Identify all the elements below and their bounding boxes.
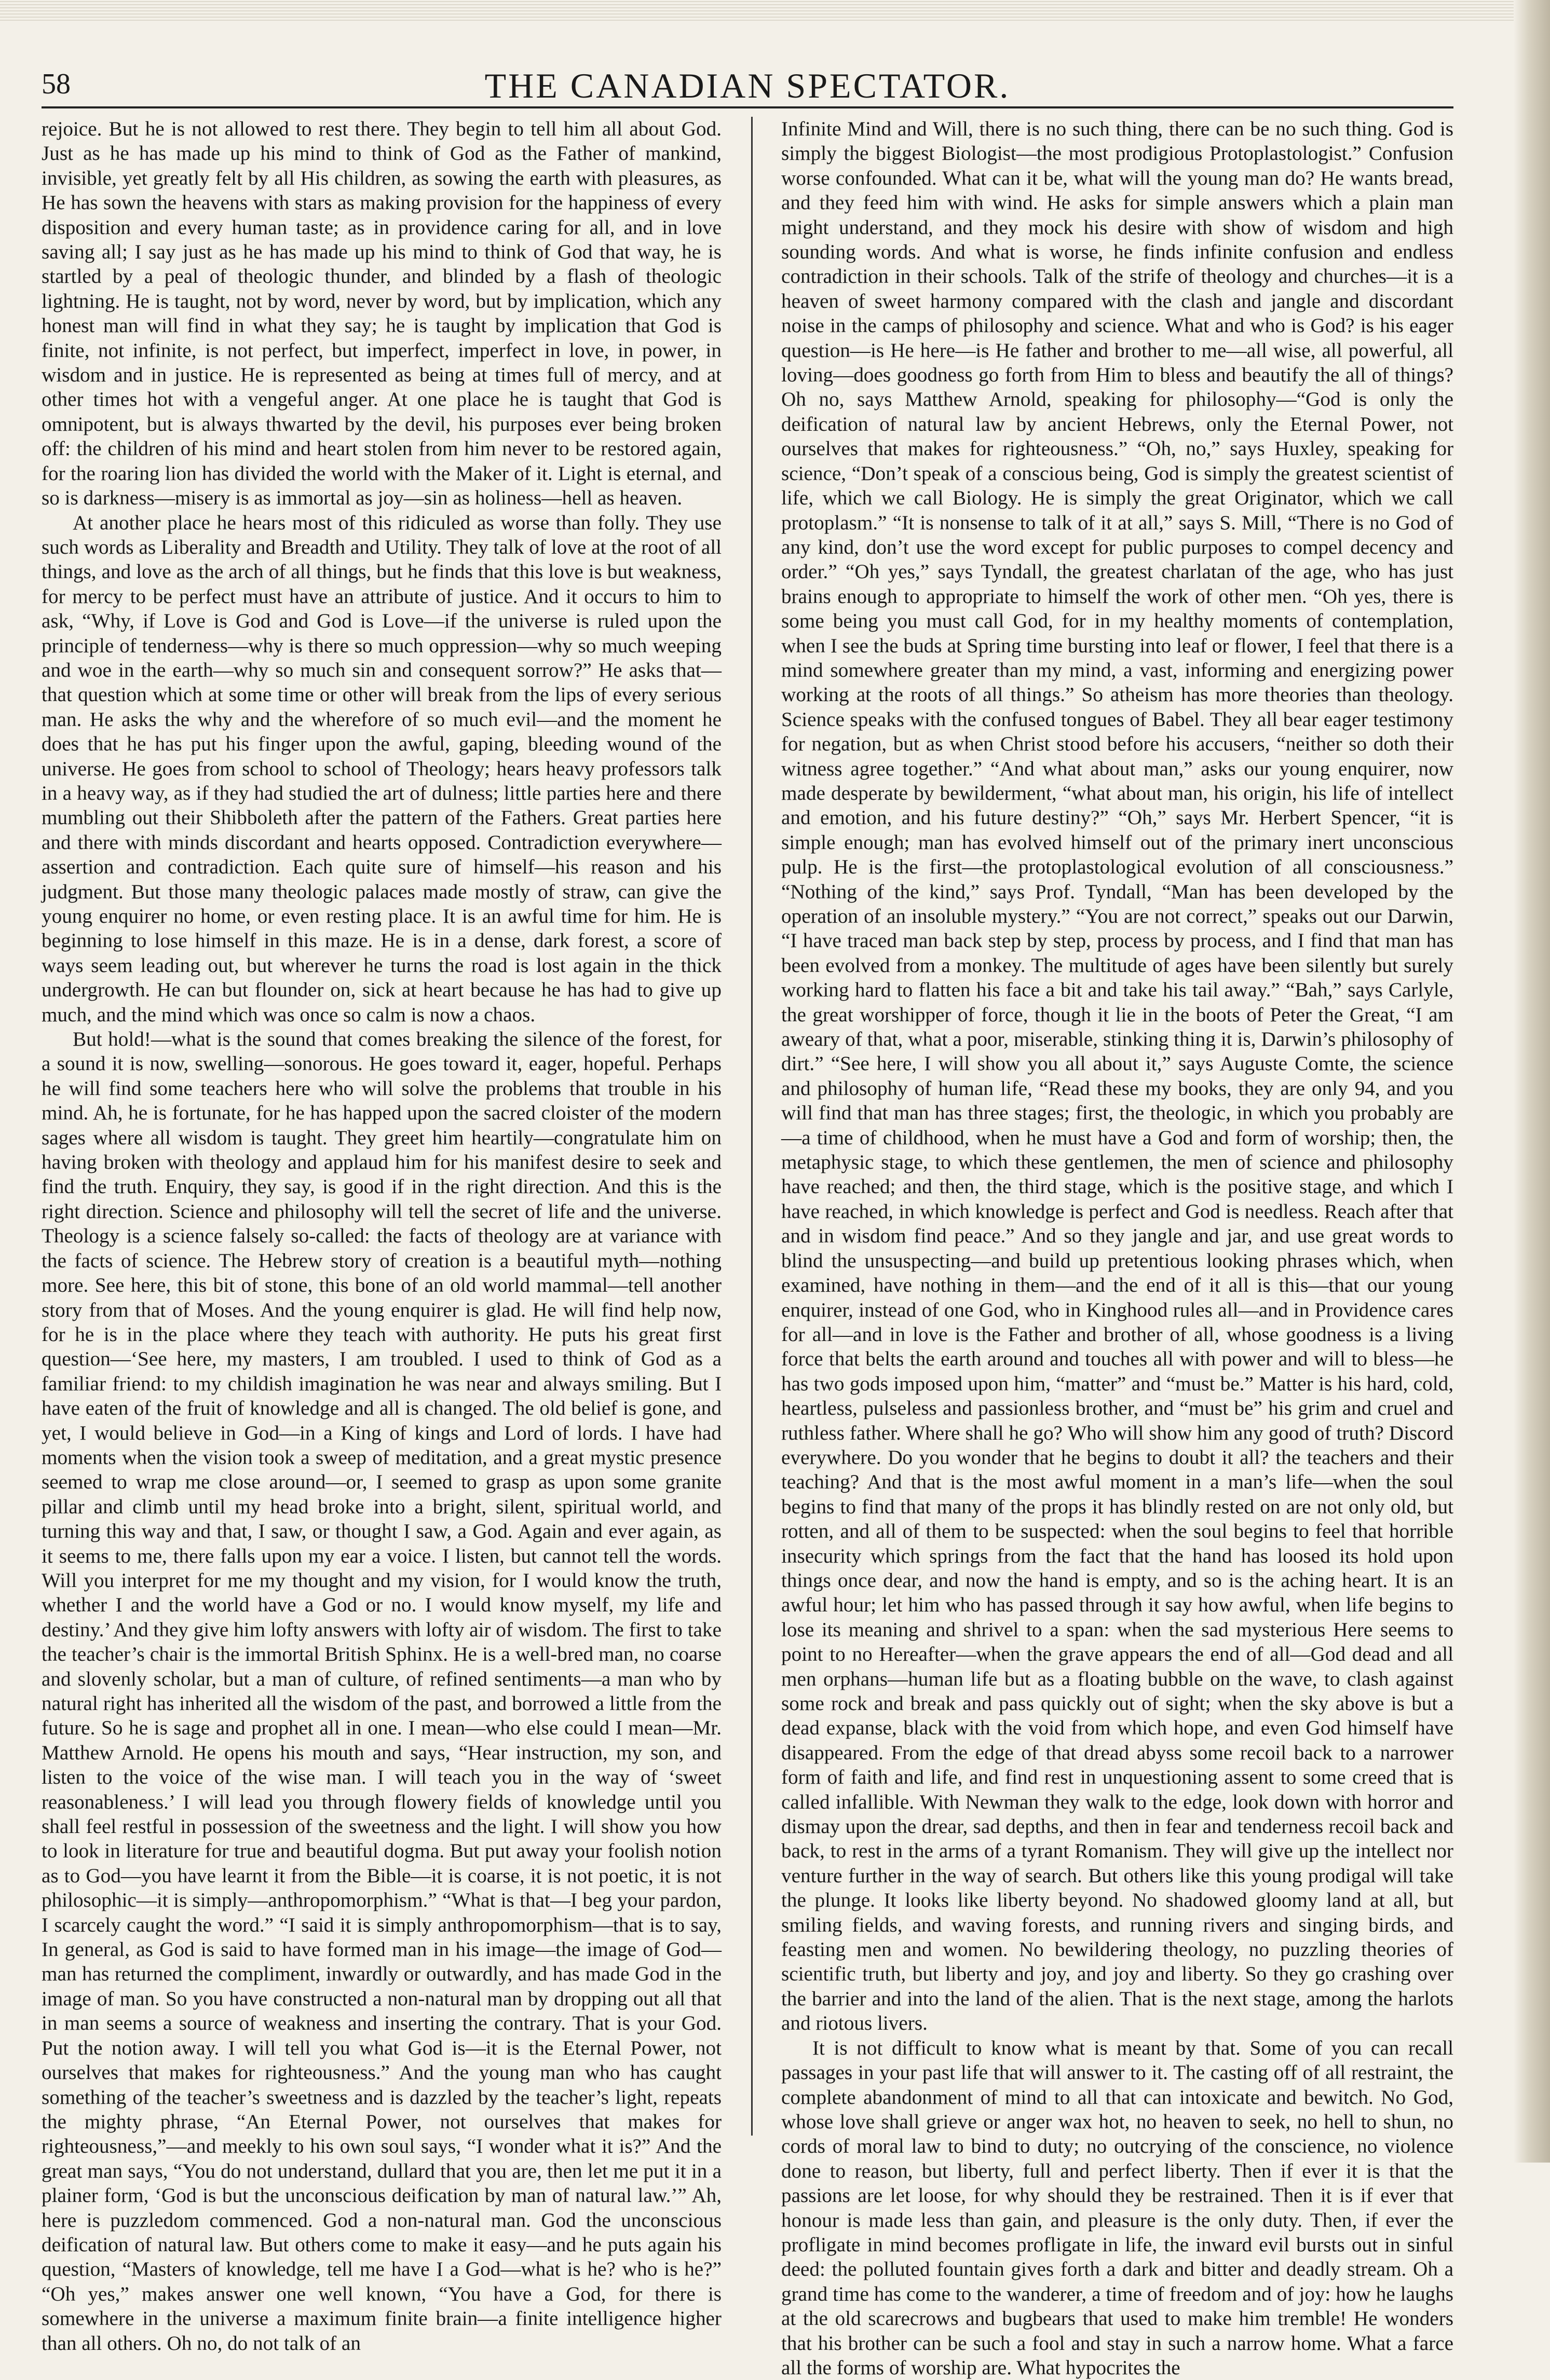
paragraph: Infinite Mind and Will, there is no such thing, there can be no such thing. God is simply the biggest Biologist—the most prodigious Protoplastologist.” Confusion worse confounded. What can it be, what will the young man do? He wants bread, and they feed him with wind. He asks for simple answers which a plain man might understand, and they mock his desire with show of wisdom and high sounding words. And what is worse, he finds infinite confusion and endless contradiction in their schools. Talk of the strife of theology and churches—it is a heaven of sweet harmony compared with the clash and jangle and discordant noise in the camps of philosophy and science. What and who is God? is his eager question—is He here—is He father and brother to me—all wise, all powerful, all loving—does goodness go forth from Him to bless and beautify the all of things? Oh no, says Matthew Arnold, speaking for philosophy—“God is only the deification of natural law by ancient Hebrews, only the Eternal Power, not ourselves that makes for righteousness.” “Oh, no,” says Huxley, speaking for science, “Don’t speak of a conscious being, God is simply the greatest scientist of life, which we call Biology. He is simply the great Originator, which we call protoplasm.” “It is nonsense to talk of it at all,” says S. Mill, “There is no God of any kind, don’t use the word except for public purposes to compel decency and order.” “Oh yes,” says Tyndall, the greatest charlatan of the age, who has just brains enough to appropriate to himself the work of other men. “Oh yes, there is some being you must call God, for in my healthy moments of contemplation, when I see the buds at Spring time bursting into leaf or flower, I feel that there is a mind somewhere greater than my mind, a vast, informing and energizing power working at the roots of all things.” So atheism has more theories than theology. Science speaks with the confused tongues of Babel. They all bear eager testimony for negation, but as when Christ stood before his accusers, “neither so doth their witness agree together.” “And what about man,” asks our young enquirer, now made desperate by bewilderment, “what about man, his origin, his life of intellect and emotion, and his future destiny?” “Oh,” says Mr. Herbert Spencer, “it is simple enough; man has evolved himself out of the primary inert unconscious pulp. He is the first—the protoplastological evolution of all consciousness.” “Nothing of the kind,” says Prof. Tyndall, “Man has been developed by the operation of an insoluble mystery.” “You are not correct,” speaks out our Darwin, “I have traced man back step by step, process by process, and I find that man has been evolved from a monkey. The multitude of ages have been silently but surely working hard to flatten his face a bit and take his tail away.” “Bah,” says Carlyle, the great worshipper of force, though it lie in the boots of Peter the Great, “I am aweary of that, what a poor, miserable, stinking thing it is, Darwin’s philosophy of dirt.” “See here, I will show you all about it,” says Auguste Comte, the science and philosophy of human life, “Read these my books, they are only 94, and you will find that man has three stages; first, the theologic, in which you probably are—a time of childhood, when he must have a God and form of worship; then, the metaphysic stage, to which these gentlemen, the men of science and philosophy have reached; and then, the third stage, which is the positive stage, and which I have reached, in which knowledge is perfect and God is needless. Reach after that and in wisdom find peace.” And so they jangle and jar, and use great words to blind the unsuspecting—and build up pretentious looking phrases which, when examined, have nothing in them—and the end of it all is this—that our young enquirer, instead of one God, who in Kinghood rules all—and in Providence cares for all—and in love is the Father and brother of all, whose goodness is a living force that belts the earth around and touches all with power and will to bless—he has two gods imposed upon him, “matter” and “must be.” Matter is his hard, cold, heartless, pulseless and passionless brother, and “must be” his grim and cruel and ruthless father. Where shall he go? Who will show him any good of truth? Discord everywhere. Do you wonder that he begins to doubt it all? the teachers and their teaching? And that is the most awful moment in a man’s life—when the soul begins to find that many of the props it has blindly rested on are not only old, but rotten, and all of them to be suspected: when the soul begins to feel that horrible insecurity which springs from the fact that the hand has loosed its hold upon things once dear, and now the hand is empty, and so is the aching heart. It is an awful hour; let him who has passed through it say how awful, when life begins to lose its meaning and shrivel to a span: when the sad mysterious Here seems to point to no Hereafter—when the grave appears the end of all—God dead and all men orphans—human life but as a floating bubble on the wave, to clash against some rock and break and pass quickly out of sight; when the sky above is but a dead expanse, black with the void from which hope, and even God himself have disappeared. From the edge of that dread abyss some recoil back to a narrower form of faith and life, and find rest in unquestioning assent to some creed that is called infallible. With Newman they walk to the edge, look down with horror and dismay upon the drear, sad depths, and then in fear and tenderness recoil back and back, to rest in the arms of a tyrant Romanism. They will give up the intellect nor venture further in the way of search. But others like this young prodigal will take the plunge. It looks like liberty beyond. No shadowed gloomy land at all, but smiling fields, and waving forests, and running rivers and singing birds, and feasting men and women. No bewildering theology, no puzzling theories of scientific truth, but liberty and joy, and joy and liberty. So they go crashing over the barrier and into the land of the alien. That is the next stage, among the harlots and riotous livers. (781, 118, 1453, 2035)
right-column (781, 117, 1453, 2379)
page-number: 58 (42, 68, 71, 100)
page-top-edge (0, 0, 1550, 21)
page-right-edge (1514, 0, 1550, 2163)
header-rule (42, 106, 1453, 108)
page-header (42, 62, 1453, 109)
paragraph: At another place he hears most of this ridiculed as worse than folly. They use such words as Liberality and Breadth and Utility. They talk of love at the root of all things, and love as the arch of all things, but he finds that this love is but weakness, for mercy to be perfect must have an attribute of justice. And it occurs to him to ask, “Why, if Love is God and God is Love—if the universe is ruled upon the principle of tenderness—why is there so much oppression—why so much weeping and woe in the earth—why so much sin and consequent sorrow?” He asks that—that question which at some time or other will break from the lips of every serious man. He asks the why and the wherefore of so much evil—and the moment he does that he has put his finger upon the awful, gaping, bleeding wound of the universe. He goes from school to school of Theology; hears heavy professors talk in a heavy way, as if they had studied the art of dulness; little parties here and there mumbling out their Shibboleth after the pattern of the Fathers. Great parties here and there with minds discordant and hearts opposed. Contradiction everywhere—assertion and contradiction. Each quite sure of himself—his reason and his judgment. But those many theologic palaces made mostly of straw, can give the young enquirer no home, or even resting place. It is an awful time for him. He is beginning to lose himself in this maze. He is in a dense, dark forest, a score of ways seem leading out, but wherever he turns the road is lost again in the thick undergrowth. He can but flounder on, sick at heart because he has had to give up much, and the mind which was once so calm is now a chaos. (42, 511, 722, 1026)
left-column (42, 117, 722, 2355)
paragraph: It is not difficult to know what is meant by that. Some of you can recall passages in your past life that will answer to it. The casting off of all restraint, the complete abandonment of mind to all that can intoxicate and bewitch. No God, whose love shall grieve or anger wax hot, no heaven to seek, no hell to shun, no cords of moral law to bind to duty; no outcrying of the conscience, no violence done to reason, but liberty, full and perfect liberty. Then if ever it is that the passions are let loose, for why should they be restrained. Then it is if ever that honour is made less than gain, and pleasure is the only duty. Then, if ever the profligate in mind becomes profligate in life, the inward evil bursts out in sinful deed: the polluted fountain gives forth a dark and bitter and deadly stream. Oh a grand time has come to the wanderer, a time of freedom and of joy: how he laughs at the old scarecrows and bugbears that used to make him tremble! He wonders that his brother can be such a fool and stay in such a narrow home. What a farce all the forms of worship are. What hypocrites the (781, 2036, 1453, 2379)
paragraph: But hold!—what is the sound that comes breaking the silence of the forest, for a sound it is now, swelling—sonorous. He goes toward it, eager, hopeful. Perhaps he will find some teachers here who will solve the problems that trouble in his mind. Ah, he is fortunate, for he has happed upon the sacred cloister of the modern sages where all wisdom is taught. They greet him heartily—congratulate him on having broken with theology and applaud him for his manifest desire to seek and find the truth. Enquiry, they say, is good if in the right direction. And this is the right direction. Science and philosophy will tell the secret of life and the universe. Theology is a science falsely so-called: the facts of theology are at variance with the facts of science. The Hebrew story of creation is a beautiful myth—nothing more. See here, this bit of stone, this bone of an old world mammal—tell another story from that of Moses. And the young enquirer is glad. He will find help now, for he is in the place where they teach with authority. He puts his great first question—‘See here, my masters, I am troubled. I used to think of God as a familiar friend: to my childish imagination he was near and always smiling. But I have eaten of the fruit of knowledge and all is changed. The old belief is gone, and yet, I would believe in God—in a King of kings and Lord of lords. I have had moments when the vision took a sweep of meditation, and a great mystic presence seemed to wrap me close around—or, I seemed to grasp as upon some granite pillar and climb until my head broke into a bright, silent, spiritual world, and turning this way and that, I saw, or thought I saw, a God. Again and ever again, as it seems to me, there falls upon my ear a voice. I listen, but cannot tell the words. Will you interpret for me my thought and my vision, for I would know the truth, whether I and the world have a God or no. I would know myself, my life and destiny.’ And they give him lofty answers with lofty air of wisdom. The first to take the teacher’s chair is the immortal British Sphinx. He is a well-bred man, no coarse and slovenly scholar, but a man of culture, of refined sentiments—a man who by natural right has inherited all the wisdom of the past, and borrowed a little from the future. So he is sage and prophet all in one. I mean—who else could I mean—Mr. Matthew Arnold. He opens his mouth and says, “Hear instruction, my son, and listen to the voice of the wise man. I will teach you in the way of ‘sweet reasonableness.’ I will lead you through flowery fields of knowledge until you shall feel restful in possession of the sweetness and the light. I will show you how to look in literature for true and beautiful dogma. But put away your foolish notion as to God—you have learnt it from the Bible—it is coarse, it is not poetic, it is not philosophic—it is simply—anthropomorphism.” “What is that—I beg your pardon, I scarcely caught the word.” “I said it is simply anthropomorphism—that is to say, In general, as God is said to have formed man in his image—the image of God—man has returned the compliment, inwardly or outwardly, and has made God in the image of man. So you have constructed a non-natural man by dropping out all that in man seems a source of weakness and inserting the contrary. That is your God. Put the notion away. I will tell you what God is—it is the Eternal Power, not ourselves that makes for righteousness.” And the young man who has caught something of the teacher’s sweetness and is dazzled by the teacher’s light, repeats the mighty phrase, “An Eternal Power, not ourselves that makes for righteousness,”—and meekly to his own soul says, “I wonder what it is?” And the great man says, “You do not understand, dullard that you are, then let me put it in a plainer form, ‘God is but the unconscious deification by man of natural law.’” Ah, here is puzzledom commenced. God a non-natural man. God the unconscious deification of natural law. But others come to make it easy—and he puts again his question, “Masters of knowledge, tell me have I a God—what is he? who is he?” “Oh yes,” makes answer one well known, “You have a God, for there is somewhere in the universe a maximum finite brain—a finite intelligence higher than all others. Oh no, do not talk of an (42, 1028, 722, 2355)
paragraph: rejoice. But he is not allowed to rest there. They begin to tell him all about God. Just as he has made up his mind to think of God as the Father of mankind, invisible, yet greatly felt by all His children, as sowing the earth with pleasures, as He has sown the heavens with stars as making provision for the happiness of every disposition and every human taste; as in providence caring for all, and in love saving all; I say just as he has made up his mind to think of God that way, he is startled by a peal of theologic thunder, and blinded by a flash of theologic lightning. He is taught, not by word, never by word, but by implication, which any honest man will find in what they say; he is taught by implication that God is finite, not infinite, is not perfect, but imperfect, imperfect in love, in power, in wisdom and in justice. He is represented as being at times full of mercy, and at other times hot with a vengeful anger. At one place he is taught that God is omnipotent, but is always thwarted by the devil, his purposes ever being broken off: the children of his mind and heart stolen from him never to be restored again, for the roaring lion has divided the world with the Maker of it. Light is eternal, and so is darkness—misery is as immortal as joy—sin as holiness—hell as heaven. (42, 118, 722, 510)
journal-title: THE CANADIAN SPECTATOR. (484, 66, 1011, 105)
column-divider (751, 117, 753, 2136)
